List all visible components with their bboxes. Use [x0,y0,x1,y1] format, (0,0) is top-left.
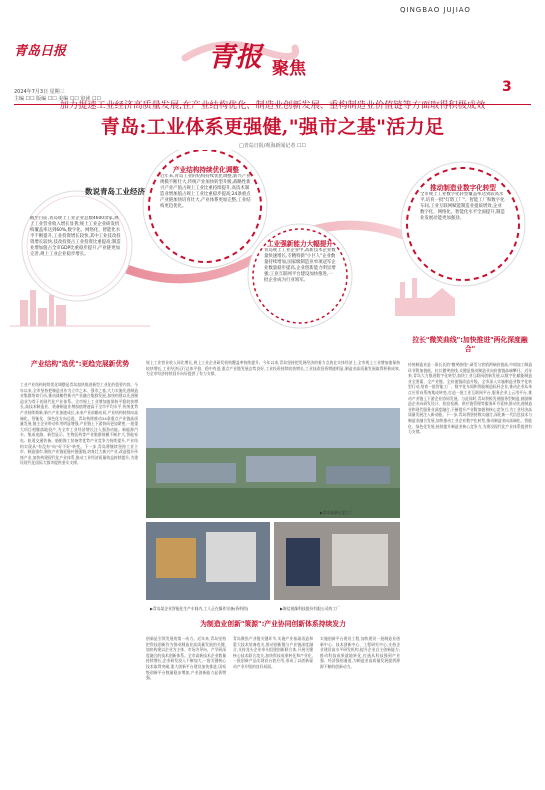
middle-column2-text: 青岛聚焦产业链关键环节,实施产业基础再造和重大技术装备攻关,推动创新链与产业链深度融合,支持龙头企业牵头组建创新联合体,开展关键核心技术联合攻关,加快科技成果转化和产业化,一批创新产品实现首台套应用,形成了以创新驱动产业升级的良好局面。 [233,636,313,669]
page-number: 3 [502,79,512,95]
column1-subhead: 产业结构"选优":更趋完展新优势 [30,360,130,368]
kicker: 加力提速工业经济高质量发展,在产业结构优化、制造业创新发展、重构制造业价值链等方面取得积极成效 [59,100,486,111]
digital-title: 推动制造业数字化转型 [430,184,496,192]
column4-subhead: 拉长"微笑曲线":加快推进"两化深度融合" [412,336,528,353]
data-title: 数说青岛工业经济 [85,187,145,196]
enterprise-text: 青岛规上工业企业中,高新技术企业数量快速增长,专精特新"小巨人"企业数量持续增加,国家级制造业单项冠军企业数量稳步提高,企业创新能力明显增强;工业互联网平台建设加快推进,一批企业成为行业领军。 [264,248,336,283]
newspaper-logo: 青岛日报 [14,44,67,59]
industry-text: 近年来,青岛工业的结构持续优化调整,新兴产业规模不断壮大,传统产业加快转型升级,战略性新兴产业产值占规上工业比重持续提升,高技术制造业增加值占规上工业比重稳步提高;24条重点产业链加快培育壮大,产业体系更加完整,工业结构更趋优化。 [160,174,251,209]
middle-subhead: 为制造业创新"策源":产业协同创新体系持续发力 [200,620,346,628]
editors-line: 主编 ☐☐ 版编 ☐☐ 美编 ☐☐ 审读 ☐☐ [14,96,101,102]
caption-photo2: ▶青岛某企业智能化生产车间内,工人正在操作设备(资料图) [150,606,249,611]
column4-text: 传统制造业是一条长长的"微笑曲线",研发与营销两端价值高,中间加工制造环节附加值低。拉长微笑曲线,关键是推动制造业向价值链高端攀升。近年来,青岛大力推进数字化转型,加快工业互联网创新发展,以数字化赋能制造业全要素、全产业链、全价值链改造升级。全市深入实施制造业数字化转型行动,培育一批智能工厂、数字化车间和智能制造标杆企业,推动企业从单点应用向系统集成转变,打造一批工业互联网平台,服务企业上云用平台,推动产业链上下游企业协同发展。与此同时,青岛积极发展服务型制造,鼓励制造企业向研发设计、检验检测、供应链管理等服务环节延伸,推动先进制造业和现代服务业深度融合,不断提升产业附加值和核心竞争力,为工业经济高质量发展注入新动能。下一步,青岛将坚持数实融合,深化新一代信息技术与制造业融合发展,加快推动工业企业数字化转型,推动制造业向高端化、智能化、绿色化发展,持续提升制造业核心竞争力,为建设现代化产业体系提供有力支撑。 [408,362,532,435]
industry-title: 产业结构持续优化调整 [173,166,239,174]
photo-factory [146,408,400,604]
section-title: 聚焦 [272,59,306,79]
caption-photo1: ▶青岛高新区某工厂 [320,510,354,515]
masthead [0,0,545,110]
headline: 青岛:工业体系更强健,"强市之基"活力足 [100,116,445,138]
column1-text: 工业产业结构持续优化调整是青岛加快推进新型工业化的重要内容。今年以来,全市坚持把制造业作为立市之本、强市之基,大力实施先进制造业集群培育行动,推动战略性新兴产业融合集群发展,加快构建以先进制造业为骨干的现代化产业体系。全市规上工业增加值保持平稳较快增长,高技术制造业、装备制造业增加值增速高于全市平均水平,传统优势产业持续焕新,新兴产业加速成长,未来产业前瞻布局,产业结构持续向高端化、智能化、绿色化方向迈进。青岛持续推动24条重点产业链高质量发展,链主企业带动作用明显增强,产业链上下游协同更加紧密,一批重大项目相继落地投产,为全市工业经济增长注入强劲动能。新能源汽车、集成电路、新型显示、生物医药等产业集群规模不断扩大,智能家电、轨道交通装备、船舶海工装备等优势产业竞争力持续提升,产业结构实现从"有没有"向"好不好"转变。下一步,青岛将继续坚持工业立市、制造强市,聚焦产业链延链补链强链,培育壮大新兴产业,改造提升传统产业,加快构建现代化产业体系,推动工业经济质量效益持续提升,为建设现代化国际大都市提供坚实支撑。 [20,382,138,466]
enterprise-title: 工业强新能力大幅提升 [267,240,333,248]
middle-column3-text: 实施创新平台建设工程,加快建设一批制造业创新中心、技术创新中心、工程研究中心,支持企业建设高水平研发机构,提升企业自主创新能力;推动科技成果就地转化,打通从科技强到产业强、经济强的通道,为制造业高质量发展提供源源不断的创新动力。 [320,636,400,669]
middle-column1-text: 创新是引领发展的第一动力。近年来,青岛坚持把科技创新作为推动制造业高质量发展的关键,加快构建以企业为主体、市场为导向、产学研深度融合的技术创新体系。全市高新技术企业数量持续增长,企业研发投入不断加大,一批关键核心技术取得突破,重大创新平台建设加快推进,国家级创新平台数量稳步增加,产业创新能力显著增强。 [146,636,226,681]
section-brand: 青报 [208,42,262,73]
infographic [0,150,545,360]
caption-photo3: ▶海信视像科技股份有限公司的工厂 [280,606,340,611]
digital-text: 全市规上工业数字化转型覆盖率达到较高水平,培育一批"灯塔工厂"、智能工厂和数字化车间,工业互联网赋能制造业提质增效,企业数字化、网络化、智能化水平全面提升,制造业发展动能更加强劲。 [420,192,505,221]
site-name: QINGBAO JUJIAO [400,6,471,14]
byline: □青岛日报/观海新闻记者 ☐☐ [239,143,306,149]
middle-intro-text: 规上工业营业收入同比增长,规上工业企业研发机构覆盖率持续提升。今年以来,青岛坚持把发展经济的着力点放在实体经济上,全市规上工业增加值保持较快增长,工业经济运行总体平稳、稳中有进,重点产业链发展态势良好,工业投资持续较快增长,工业技改投资增速明显,制造业高质量发展取得积极成效,为全市经济持续回升向好提供了有力支撑。 [146,360,400,377]
issue-date: 2024年7月3日 星期三 [14,89,65,95]
data-text: 截至目前,青岛规上工业企业总数4600余家,规上工业营业收入增长显著;规上工业企业研发机构覆盖率达到60%,数字化、网络化、智能化水平不断提升,工业投资增长较快,其中工业技改投资增长较快,技改投资占工业投资比重提高;制造业增加值占全市GDP比重稳步提升,产业链更加完善,规上工业企业稳步增长。 [30,216,121,257]
